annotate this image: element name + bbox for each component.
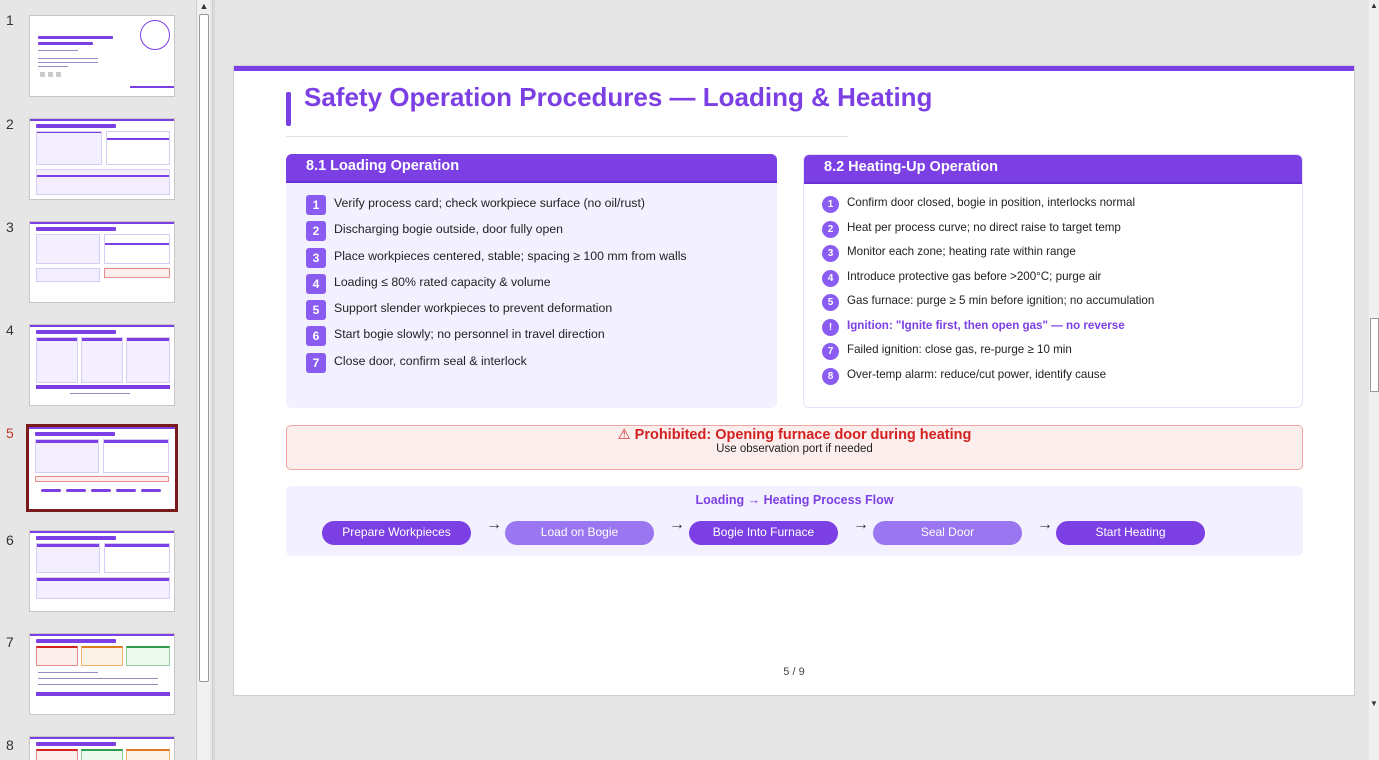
slide-thumbnail-8[interactable] xyxy=(29,736,175,760)
thumbnail-number: 1 xyxy=(6,12,14,28)
step-number-badge: 2 xyxy=(822,221,839,238)
thumbnail-number: 4 xyxy=(6,322,14,338)
prohibition-warning-box xyxy=(286,425,1303,470)
list-item xyxy=(306,353,687,379)
list-item xyxy=(822,195,1154,220)
list-item xyxy=(306,326,687,352)
thumbnail-number: 8 xyxy=(6,737,14,753)
step-text: Discharging bogie outside, door fully open xyxy=(334,222,564,237)
flow-step-prepare: Prepare Workpieces xyxy=(322,521,471,545)
list-item xyxy=(822,293,1154,318)
step-number-badge: 3 xyxy=(306,248,326,268)
process-flow-box xyxy=(286,486,1303,556)
heating-operation-panel xyxy=(803,154,1303,408)
heating-steps-list xyxy=(822,195,1154,391)
step-number-badge: 7 xyxy=(306,353,326,373)
list-item xyxy=(306,221,687,247)
step-text: Support slender workpieces to prevent deformation xyxy=(334,301,613,316)
loading-steps-list xyxy=(306,195,687,379)
step-number-badge: 5 xyxy=(822,294,839,311)
exclamation-icon: ! xyxy=(822,319,839,336)
slide-thumbnail-5[interactable] xyxy=(26,424,178,512)
slide-page-number: 5 / 9 xyxy=(783,666,805,678)
step-text: Heat per process curve; no direct raise to target temp xyxy=(847,220,1121,234)
slide-top-accent-bar xyxy=(234,66,1354,71)
prohibition-subtitle: Use observation port if needed xyxy=(716,443,873,455)
list-item xyxy=(822,269,1154,294)
list-item xyxy=(822,342,1154,367)
list-item xyxy=(822,220,1154,245)
flow-step-seal: Seal Door xyxy=(873,521,1022,545)
thumbnail-number: 7 xyxy=(6,634,14,650)
slide-canvas xyxy=(233,65,1355,696)
slide-scrollbar[interactable] xyxy=(1369,0,1379,760)
scroll-up-arrow-icon[interactable]: ▲ xyxy=(199,1,209,11)
step-text: Confirm door closed, bogie in position, interlocks normal xyxy=(847,196,1136,209)
step-text: Gas furnace: purge ≥ 5 min before ignition; no accumulation xyxy=(847,294,1155,307)
thumbnail-scrollbar[interactable] xyxy=(196,0,210,760)
arrow-right-icon: → xyxy=(1037,516,1053,533)
slide-thumbnail-1[interactable] xyxy=(29,15,175,97)
slide-title[interactable]: Safety Operation Procedures — Loading & Heating xyxy=(304,82,933,112)
thumbnail-number: 2 xyxy=(6,116,14,132)
slide-thumbnail-pane xyxy=(0,0,196,760)
step-number-badge: 6 xyxy=(306,326,326,346)
step-text: Introduce protective gas before >200°C; purge air xyxy=(847,269,1102,283)
step-text: Failed ignition: close gas, re-purge ≥ 10 min xyxy=(847,343,1072,356)
step-number-badge: 1 xyxy=(822,196,839,213)
list-item xyxy=(306,195,687,221)
list-item xyxy=(306,248,687,274)
prohibition-title: ⚠ Prohibited: Opening furnace door during heating xyxy=(617,427,972,443)
thumbnail-number: 6 xyxy=(6,532,14,548)
list-item xyxy=(306,300,687,326)
scroll-down-arrow-icon[interactable]: ▼ xyxy=(1370,699,1378,708)
step-text: Place workpieces centered, stable; spacing ≥ 100 mm from walls xyxy=(334,248,687,263)
flow-step-load: Load on Bogie xyxy=(505,521,654,545)
list-item-warning xyxy=(822,318,1154,343)
thumbnail-number: 5 xyxy=(6,425,14,441)
step-text: Monitor each zone; heating rate within range xyxy=(847,245,1076,258)
slide-thumbnail-3[interactable] xyxy=(29,221,175,303)
loading-panel-heading: 8.1 Loading Operation xyxy=(286,154,777,183)
arrow-right-icon: → xyxy=(486,516,502,533)
step-text: Loading ≤ 80% rated capacity & volume xyxy=(334,274,551,289)
step-number-badge: 7 xyxy=(822,343,839,360)
slide-thumbnail-7[interactable] xyxy=(29,633,175,715)
list-item xyxy=(822,244,1154,269)
flow-step-into-furnace: Bogie Into Furnace xyxy=(689,521,838,545)
flow-step-start-heating: Start Heating xyxy=(1056,521,1205,545)
step-text: Start bogie slowly; no personnel in travel direction xyxy=(334,327,605,342)
arrow-right-icon: → xyxy=(853,516,869,533)
step-number-badge: 1 xyxy=(306,195,326,215)
title-divider xyxy=(286,136,848,137)
slide-thumbnail-6[interactable] xyxy=(29,530,175,612)
list-item xyxy=(306,274,687,300)
step-text: Ignition: "Ignite first, then open gas" — no reverse xyxy=(847,318,1125,332)
thumbnail-number: 3 xyxy=(6,219,14,235)
scrollbar-thumb[interactable] xyxy=(199,14,209,682)
slide-thumbnail-4[interactable] xyxy=(29,324,175,406)
step-text: Verify process card; check workpiece surface (no oil/rust) xyxy=(334,196,645,210)
resize-grip-icon[interactable] xyxy=(1370,714,1379,744)
process-flow-title: Loading → Heating Process Flow xyxy=(695,493,894,507)
title-accent-bar xyxy=(286,92,291,126)
list-item xyxy=(822,367,1154,392)
loading-operation-panel xyxy=(286,154,777,408)
step-number-badge: 2 xyxy=(306,221,326,241)
step-text: Close door, confirm seal & interlock xyxy=(334,353,527,368)
step-number-badge: 4 xyxy=(822,270,839,287)
heating-panel-heading: 8.2 Heating-Up Operation xyxy=(804,155,1302,184)
step-number-badge: 3 xyxy=(822,245,839,262)
scrollbar-thumb[interactable] xyxy=(1370,318,1379,392)
arrow-right-icon: → xyxy=(669,516,685,533)
step-number-badge: 5 xyxy=(306,300,326,320)
slide-thumbnail-2[interactable] xyxy=(29,118,175,200)
step-number-badge: 4 xyxy=(306,274,326,294)
step-number-badge: 8 xyxy=(822,368,839,385)
step-text: Over-temp alarm: reduce/cut power, identify cause xyxy=(847,367,1107,381)
scroll-up-arrow-icon[interactable]: ▲ xyxy=(1370,1,1378,10)
pane-splitter[interactable] xyxy=(212,0,215,760)
